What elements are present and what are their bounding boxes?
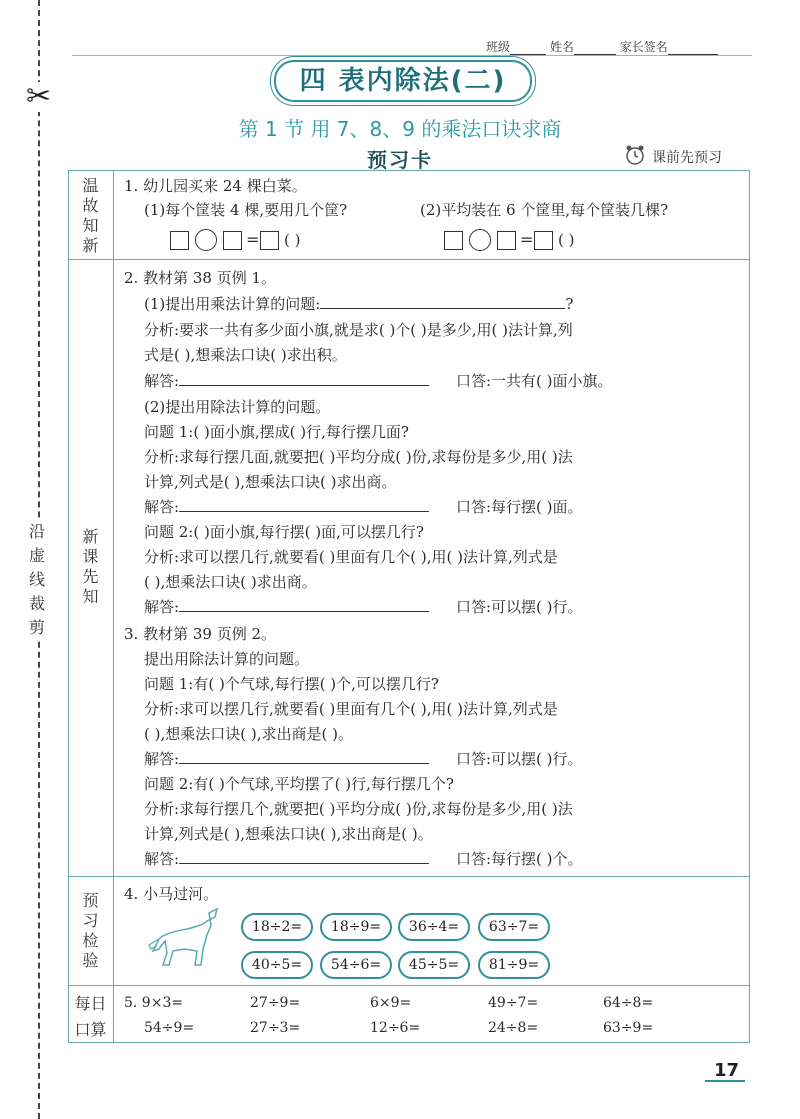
row-label-new: 新 课 先 知 (82, 527, 99, 606)
daily-calc-item: 63÷9= (603, 1020, 654, 1036)
calc-oval[interactable]: 54÷6= (320, 951, 392, 979)
parent-sign-label: 家长签名 (619, 40, 668, 54)
review-subquestion-1: (1)每个筐装 4 棵,要用几个筐? (144, 201, 348, 219)
cut-label: 沿 虚 线 裁 剪 (26, 520, 48, 640)
class-label: 班级 (486, 40, 511, 54)
answer-blank[interactable] (179, 371, 429, 386)
q2-problem-1: 问题 1:( )面小旗,摆成( )行,每行摆几面? (144, 423, 409, 441)
q3-analysis-2: 分析:求每行摆几个,就要把( )平均分成( )份,求每份是多少,用( )法 (144, 800, 573, 818)
daily-calc-item: 5. 9×3= (124, 995, 184, 1011)
q2-part2-prompt: (2)提出用除法计算的问题。 (144, 398, 331, 416)
student-info (486, 38, 718, 55)
preview-label: 课前先预习 (652, 150, 722, 166)
calc-oval[interactable]: 45÷5= (398, 951, 470, 979)
calc-oval[interactable]: 18÷2= (241, 913, 313, 941)
alarm-clock-icon (624, 144, 646, 166)
page-number-underline (705, 1080, 745, 1082)
answer-blank[interactable] (179, 597, 429, 612)
review-question: 1. 幼儿园买来 24 棵白菜。 (124, 177, 307, 195)
answer-box[interactable] (170, 231, 189, 250)
daily-calc-item: 12÷6= (370, 1020, 421, 1036)
q2-answer-1: 口答:一共有( )面小旗。 (456, 372, 613, 390)
q2-problem-2: 问题 2:( )面小旗,每行摆( )面,可以摆几行? (144, 523, 424, 541)
q2-answer-3: 口答:可以摆( )行。 (456, 598, 583, 616)
q2-part1-prompt: (1)提出用乘法计算的问题: ? (144, 295, 574, 313)
daily-calc-item: 64÷8= (603, 995, 654, 1011)
row-divider-1 (68, 259, 750, 260)
q2-solution-1: 解答: (144, 371, 429, 391)
q2-title: 2. 教材第 38 页例 1。 (124, 269, 277, 287)
q2-answer-2: 口答:每行摆( )面。 (456, 498, 583, 516)
row-label-review: 温 故 知 新 (82, 176, 99, 255)
answer-blank[interactable] (179, 749, 429, 764)
daily-calc-item: 27÷3= (250, 1020, 301, 1036)
header-divider (72, 55, 752, 56)
q2-analysis-2b: 计算,列式是( ),想乘法口诀( )求出商。 (144, 473, 397, 491)
daily-calc-item: 24÷8= (488, 1020, 539, 1036)
q3-answer-2: 口答:每行摆( )个。 (456, 850, 583, 868)
section-title: 第 1 节 用 7、8、9 的乘法口诀求商 (238, 117, 562, 141)
daily-calc-item: 54÷9= (144, 1020, 195, 1036)
q3-analysis-1b: ( ),想乘法口诀( ),求出商是( )。 (144, 725, 353, 743)
row-divider-3 (68, 985, 750, 986)
answer-box[interactable] (534, 231, 553, 250)
q2-solution-3: 解答: (144, 597, 429, 617)
q3-problem-1: 问题 1:有( )个气球,每行摆( )个,可以摆几行? (144, 675, 439, 693)
q3-solution-1: 解答: (144, 749, 429, 769)
calc-oval[interactable]: 81÷9= (478, 951, 550, 979)
answer-blank[interactable] (179, 849, 429, 864)
q2-analysis-3: 分析:求可以摆几行,就要看( )里面有几个( ),用( )法计算,列式是 (144, 548, 558, 566)
card-title: 预习卡 (367, 148, 433, 172)
daily-calc-item: 27÷9= (250, 995, 301, 1011)
q3-problem-2: 问题 2:有( )个气球,平均摆了( )行,每行摆几个? (144, 775, 454, 793)
scissors-icon: ✂ (26, 79, 52, 114)
row-label-check: 预 习 检 验 (82, 891, 99, 970)
daily-calc-item: 49÷7= (488, 995, 539, 1011)
answer-box[interactable] (444, 231, 463, 250)
unit-blank[interactable]: ( ) (284, 231, 301, 249)
operator-circle[interactable] (469, 229, 491, 251)
name-label: 姓名 (549, 40, 574, 54)
daily-calc-item: 6×9= (370, 995, 412, 1011)
answer-box[interactable] (223, 231, 242, 250)
answer-blank[interactable] (179, 497, 429, 512)
q2-analysis-2: 分析:求每行摆几面,就要把( )平均分成( )份,求每份是多少,用( )法 (144, 448, 573, 466)
q2-analysis-1: 分析:要求一共有多少面小旗,就是求( )个( )是多少,用( )法计算,列 (144, 321, 573, 339)
calc-oval[interactable]: 40÷5= (241, 951, 313, 979)
answer-box[interactable] (260, 231, 279, 250)
label-column-divider (113, 170, 114, 1043)
q3-answer-1: 口答:可以摆( )行。 (456, 750, 583, 768)
page-number: 17 (714, 1060, 740, 1081)
answer-box[interactable] (497, 231, 516, 250)
q2-solution-2: 解答: (144, 497, 429, 517)
unit-title: 四 表内除法(二) (299, 66, 507, 96)
q2-analysis-3b: ( ),想乘法口诀( )求出商。 (144, 573, 317, 591)
q3-title: 3. 教材第 39 页例 2。 (124, 625, 277, 643)
unit-blank[interactable]: ( ) (558, 231, 575, 249)
q2-analysis-1b: 式是( ),想乘法口诀( )求出积。 (144, 346, 347, 364)
answer-blank[interactable] (320, 294, 565, 309)
q3-analysis-1: 分析:求可以摆几行,就要看( )里面有几个( ),用( )法计算,列式是 (144, 700, 558, 718)
q3-solution-2: 解答: (144, 849, 429, 869)
row-divider-2 (68, 876, 750, 877)
row-label-daily: 每日 口算 (74, 994, 107, 1039)
calc-oval[interactable]: 63÷7= (478, 913, 550, 941)
q3-prompt: 提出用除法计算的问题。 (144, 650, 310, 668)
horse-icon (145, 905, 225, 975)
q3-analysis-2b: 计算,列式是( ),想乘法口诀( ),求出商是( )。 (144, 825, 433, 843)
calc-oval[interactable]: 36÷4= (398, 913, 470, 941)
q4-title: 4. 小马过河。 (124, 885, 219, 903)
operator-circle[interactable] (195, 229, 217, 251)
calc-oval[interactable]: 18÷9= (320, 913, 392, 941)
review-subquestion-2: (2)平均装在 6 个筐里,每个筐装几棵? (420, 201, 669, 219)
